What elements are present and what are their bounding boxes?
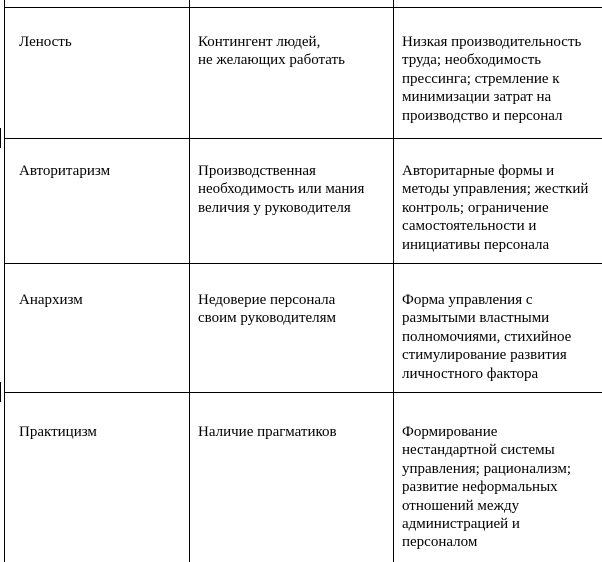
effect-line: размытыми властными — [402, 310, 550, 327]
table-row-cause — [198, 423, 337, 441]
cause-line: Производственная — [198, 163, 316, 179]
effect-line: самостоятельности и — [402, 218, 537, 235]
table-row-term — [19, 423, 97, 441]
effect-line: производство и персонал — [402, 107, 563, 124]
cause-line: Недоверие персонала — [198, 292, 336, 308]
effect-line: нестандартной системы — [402, 442, 555, 459]
row-divider-2 — [4, 263, 602, 264]
term-text: Анархизм — [19, 292, 83, 308]
outer-stub — [0, 382, 1, 402]
term-text: Леность — [19, 34, 72, 50]
table-row-effect — [402, 33, 581, 125]
cause-line: Наличие прагматиков — [198, 424, 337, 440]
table-row-cause — [198, 291, 336, 328]
cause-line: Контингент людей, — [198, 34, 321, 50]
effect-line: полномочиями, стихийное — [402, 328, 572, 345]
effect-line: методы управления; жесткий — [402, 181, 589, 198]
effect-line: Формирование — [402, 424, 498, 440]
effect-line: развитие неформальных — [402, 479, 558, 496]
table-row-effect — [402, 423, 571, 552]
term-text: Авторитаризм — [19, 163, 111, 179]
table-left-border — [4, 0, 5, 562]
effect-line: Форма управления с — [402, 292, 533, 308]
column-divider-2 — [393, 0, 394, 562]
effect-line: стимулирование развития — [402, 347, 567, 364]
effect-line: отношений между — [402, 497, 520, 514]
cause-line: своим руководителям — [198, 310, 337, 327]
cause-line: не желающих работать — [198, 52, 345, 69]
row-divider-1 — [4, 138, 602, 139]
effect-line: Низкая производительность — [402, 34, 582, 50]
effect-line: личностного фактора — [402, 365, 539, 382]
table-row-effect — [402, 162, 588, 254]
effect-line: контроль; ограничение — [402, 199, 549, 216]
column-divider-1 — [189, 0, 190, 562]
row-divider-3 — [4, 392, 602, 393]
table-row-cause — [198, 33, 345, 70]
table-row-term — [19, 33, 72, 51]
effect-line: труда; необходимость — [402, 52, 542, 69]
cause-line: необходимость или мания — [198, 181, 365, 198]
effect-line: инициативы персонала — [402, 236, 550, 253]
effect-line: администрацией и — [402, 516, 520, 533]
table-row-term — [19, 291, 83, 309]
table-row-cause — [198, 162, 364, 217]
effect-line: управления; рационализм; — [402, 460, 571, 477]
effect-line: прессинга; стремление к — [402, 70, 560, 87]
effect-line: персоналом — [402, 534, 478, 551]
cause-line: величия у руководителя — [198, 199, 351, 216]
table-row-term — [19, 162, 110, 180]
term-text: Практицизм — [19, 424, 97, 440]
row-divider-top — [4, 7, 602, 8]
outer-stub — [0, 128, 1, 148]
effect-line: минимизации затрат на — [402, 89, 552, 106]
table-row-effect — [402, 291, 571, 383]
effect-line: Авторитарные формы и — [402, 163, 555, 179]
